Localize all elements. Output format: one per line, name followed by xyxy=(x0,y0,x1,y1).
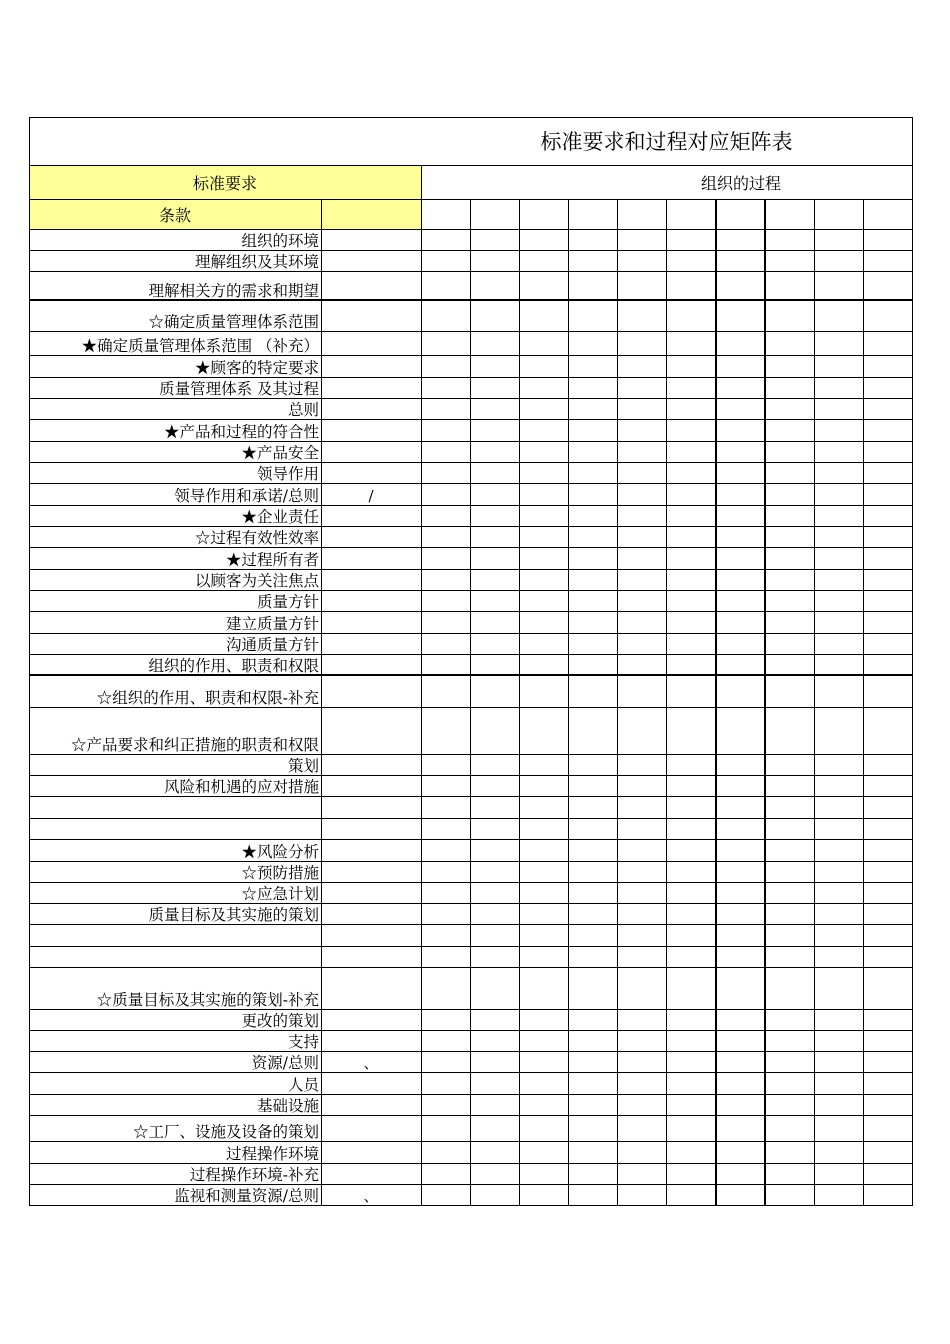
table-top-border xyxy=(29,117,913,118)
page-title: 标准要求和过程对应矩阵表 xyxy=(540,130,793,154)
grid-line-horizontal xyxy=(29,775,913,776)
grid-line-horizontal xyxy=(29,331,913,332)
requirement-label: 理解组织及其环境 xyxy=(194,252,319,271)
grid-line-vertical xyxy=(617,199,618,1206)
grid-line-horizontal xyxy=(29,633,913,634)
grid-line-horizontal xyxy=(29,1163,913,1164)
grid-line-horizontal xyxy=(29,796,913,797)
grid-line-horizontal xyxy=(29,967,913,968)
clause-number xyxy=(321,1163,421,1184)
requirement-label: ☆预防措施 xyxy=(241,863,319,882)
clause-number xyxy=(321,654,421,675)
clause-number xyxy=(321,1141,421,1163)
grid-line-horizontal xyxy=(29,654,913,655)
clause-number xyxy=(321,419,421,441)
clause-number xyxy=(321,250,421,271)
requirement-label: 监视和测量资源/总则 xyxy=(174,1186,319,1205)
requirement-label: 建立质量方针 xyxy=(225,614,319,633)
grid-line-vertical xyxy=(470,199,471,1206)
grid-line-horizontal xyxy=(29,1051,913,1052)
grid-line-horizontal xyxy=(29,754,913,755)
requirement-label: 总则 xyxy=(287,400,319,419)
clause-number xyxy=(321,1115,421,1141)
grid-line-horizontal xyxy=(29,1030,913,1031)
requirement-label: ★确定质量管理体系范围 （补充） xyxy=(81,336,319,355)
requirement-label: 组织的作用、职责和权限 xyxy=(148,656,319,675)
grid-line-horizontal xyxy=(29,419,913,420)
requirement-label: 风险和机遇的应对措施 xyxy=(163,777,319,796)
table-right-border xyxy=(912,117,913,1206)
header-organization-process: 组织的过程 xyxy=(700,173,781,193)
clause-number xyxy=(321,924,421,946)
requirement-label: ☆确定质量管理体系范围 xyxy=(148,312,319,331)
requirement-label: ☆过程有效性效率 xyxy=(194,528,319,547)
clause-number xyxy=(321,633,421,654)
requirement-label: ★产品安全 xyxy=(241,443,319,462)
grid-line-horizontal xyxy=(29,271,913,272)
grid-line-horizontal xyxy=(29,590,913,591)
clause-number xyxy=(321,818,421,839)
clause-number xyxy=(321,441,421,462)
clause-number: 、 xyxy=(363,1187,379,1205)
grid-line-vertical xyxy=(814,199,815,1206)
grid-line-vertical xyxy=(666,199,667,1206)
grid-line-horizontal xyxy=(29,818,913,819)
clause-number xyxy=(321,271,421,300)
requirement-label: 沟通质量方针 xyxy=(225,635,319,654)
requirement-label: ★风险分析 xyxy=(241,842,319,861)
clause-number xyxy=(321,1072,421,1094)
grid-line-horizontal xyxy=(29,398,913,399)
clause-number xyxy=(321,775,421,796)
requirement-label: 理解相关方的需求和期望 xyxy=(148,281,319,300)
grid-line-horizontal xyxy=(29,882,913,883)
header-clause: 条款 xyxy=(158,205,191,225)
requirement-label: ★顾客的特定要求 xyxy=(194,358,319,377)
clause-number xyxy=(321,707,421,754)
clause-number xyxy=(321,754,421,775)
grid-line-horizontal xyxy=(29,1009,913,1010)
grid-line-vertical xyxy=(321,199,322,1206)
clause-number xyxy=(321,1030,421,1051)
clause-number xyxy=(321,903,421,924)
clause-number xyxy=(321,300,421,331)
clause-number xyxy=(321,590,421,611)
grid-line-horizontal xyxy=(29,946,913,947)
grid-line-vertical xyxy=(715,199,717,1206)
grid-line-horizontal xyxy=(29,839,913,840)
grid-line-horizontal xyxy=(29,547,913,548)
requirement-label: 质量目标及其实施的策划 xyxy=(148,905,319,924)
grid-line-horizontal xyxy=(29,299,913,301)
requirement-label: ★过程所有者 xyxy=(225,550,319,569)
table-left-border xyxy=(29,117,30,1206)
clause-number xyxy=(321,967,421,1009)
grid-line-vertical xyxy=(863,199,864,1206)
clause-number xyxy=(321,861,421,882)
grid-line-horizontal xyxy=(29,1115,913,1116)
clause-number xyxy=(321,1009,421,1030)
clause-number xyxy=(321,946,421,967)
requirement-label: 资源/总则 xyxy=(251,1053,319,1072)
grid-line-horizontal xyxy=(29,1184,913,1185)
clause-number: 、 xyxy=(363,1054,379,1072)
grid-line-horizontal xyxy=(29,165,913,166)
clause-number xyxy=(321,569,421,590)
clause-number xyxy=(321,355,421,377)
grid-line-horizontal xyxy=(29,1072,913,1073)
grid-line-vertical xyxy=(764,199,766,1206)
requirement-label: 过程操作环境-补充 xyxy=(189,1165,319,1184)
clause-number xyxy=(321,377,421,398)
clause-number xyxy=(321,1094,421,1115)
grid-line-horizontal xyxy=(29,569,913,570)
requirement-label: 领导作用 xyxy=(256,464,319,483)
requirement-label: 过程操作环境 xyxy=(225,1144,319,1163)
requirement-label: 领导作用和承诺/总则 xyxy=(174,486,319,505)
requirement-label: 支持 xyxy=(287,1032,319,1051)
clause-number: / xyxy=(368,487,374,505)
requirement-label: ★企业责任 xyxy=(241,507,319,526)
requirement-label: 人员 xyxy=(287,1075,319,1094)
clause-number xyxy=(321,547,421,569)
grid-line-horizontal xyxy=(29,199,913,200)
grid-line-horizontal xyxy=(29,861,913,862)
grid-line-horizontal xyxy=(29,707,913,708)
requirement-label: 质量管理体系 及其过程 xyxy=(159,379,319,398)
grid-line-vertical xyxy=(519,199,520,1206)
clause-number xyxy=(321,839,421,861)
grid-line-horizontal xyxy=(29,611,913,612)
grid-line-horizontal xyxy=(29,903,913,904)
requirement-label: 以顾客为关注焦点 xyxy=(194,571,319,590)
requirement-label xyxy=(29,924,321,946)
clause-number xyxy=(321,796,421,818)
clause-number xyxy=(321,675,421,707)
grid-line-horizontal xyxy=(29,526,913,527)
grid-line-horizontal xyxy=(29,483,913,484)
requirement-label: ☆组织的作用、职责和权限-补充 xyxy=(96,688,319,707)
clause-number xyxy=(321,331,421,355)
table-bottom-border xyxy=(29,1205,913,1206)
requirement-label: ☆质量目标及其实施的策划-补充 xyxy=(96,990,319,1009)
requirement-label: ★产品和过程的符合性 xyxy=(163,422,319,441)
clause-number xyxy=(321,611,421,633)
requirement-label: ☆应急计划 xyxy=(241,884,319,903)
clause-number xyxy=(321,505,421,526)
header-standard-requirement: 标准要求 xyxy=(192,173,257,193)
clause-number xyxy=(321,526,421,547)
requirement-label: 组织的环境 xyxy=(241,231,319,250)
grid-line-horizontal xyxy=(29,674,913,676)
grid-line-horizontal xyxy=(29,505,913,506)
grid-line-vertical xyxy=(568,199,569,1206)
clause-number xyxy=(321,398,421,419)
clause-number xyxy=(321,229,421,250)
requirement-label: 策划 xyxy=(287,756,319,775)
requirement-label: 更改的策划 xyxy=(241,1011,319,1030)
requirement-label: ☆产品要求和纠正措施的职责和权限 xyxy=(70,735,319,754)
grid-line-horizontal xyxy=(29,1141,913,1142)
requirement-label: ☆工厂、设施及设备的策划 xyxy=(132,1122,319,1141)
grid-line-horizontal xyxy=(29,462,913,463)
grid-line-horizontal xyxy=(29,377,913,378)
clause-number xyxy=(321,462,421,483)
requirement-label xyxy=(29,818,321,839)
grid-line-horizontal xyxy=(29,250,913,251)
requirement-label xyxy=(29,946,321,967)
grid-line-horizontal xyxy=(29,924,913,925)
grid-line-vertical xyxy=(421,165,422,1206)
clause-number xyxy=(321,882,421,903)
grid-line-horizontal xyxy=(29,441,913,442)
requirement-label xyxy=(29,796,321,818)
grid-line-horizontal xyxy=(29,1094,913,1095)
grid-line-horizontal xyxy=(29,229,913,230)
requirement-label: 基础设施 xyxy=(256,1096,319,1115)
grid-line-horizontal xyxy=(29,355,913,356)
requirement-label: 质量方针 xyxy=(256,592,319,611)
